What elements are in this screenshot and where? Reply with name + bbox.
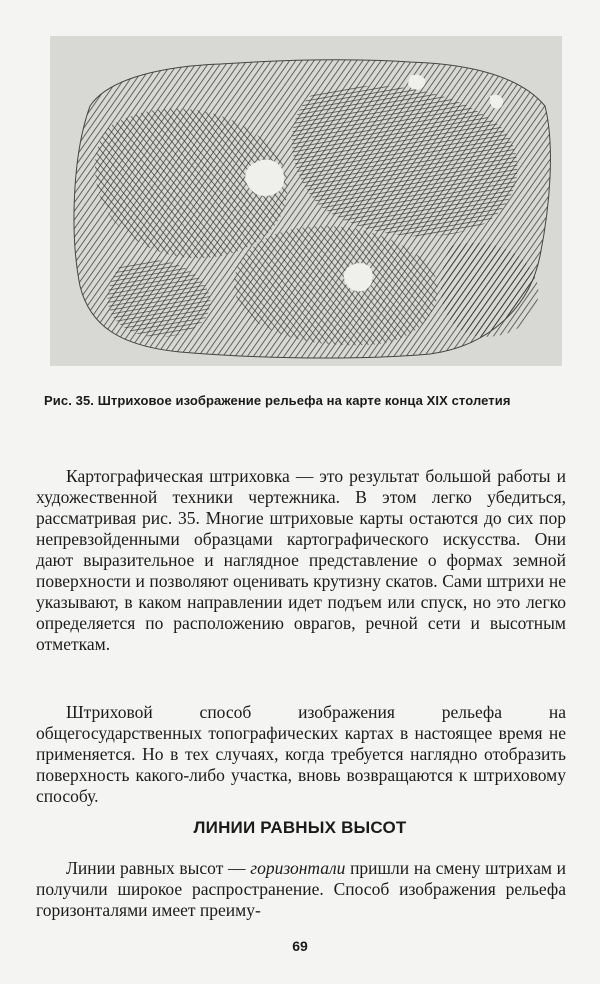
section-heading: ЛИНИИ РАВНЫХ ВЫСОТ <box>193 818 407 837</box>
hachure-relief-map-figure <box>50 36 562 366</box>
body-paragraph-3 <box>36 858 566 921</box>
hachure-map-image <box>50 36 562 366</box>
paragraph-3-rest: пришли на смену штрихам и получили широкое распространение. Способ изображения рельефа горизонталями имеет преиму- <box>36 858 566 920</box>
term-horizontali: горизонтали <box>250 858 346 878</box>
body-paragraph-2: Штриховой способ изображения рельефа на общегосударственных топографических картах в настоящее время не применяется. Но в тех случаях, когда требуется наглядно отобразить поверхность какого-либо участка, вновь возвращаются к штриховому способу. <box>36 702 566 806</box>
page-number: 69 <box>292 938 308 954</box>
paragraph-3-start: Линии равных высот — <box>66 858 251 878</box>
figure-caption: Рис. 35. Штриховое изображение рельефа на карте конца XIX столетия <box>44 393 511 408</box>
body-paragraph-1: Картографическая штриховка — это результат большой работы и художественной техники чертежника. В этом легко убедиться, рассматривая рис. 35. Многие штриховые карты остаются до сих пор непревзойденными образцами картографического искусства. Они дают выразительное и наглядное представление о формах земной поверхности и позволяют оценивать крутизну скатов. Сами штрихи не указывают, в каком направлении идет подъем или спуск, но это легко определяется по расположению оврагов, речной сети и высотным отметкам. <box>36 466 566 654</box>
